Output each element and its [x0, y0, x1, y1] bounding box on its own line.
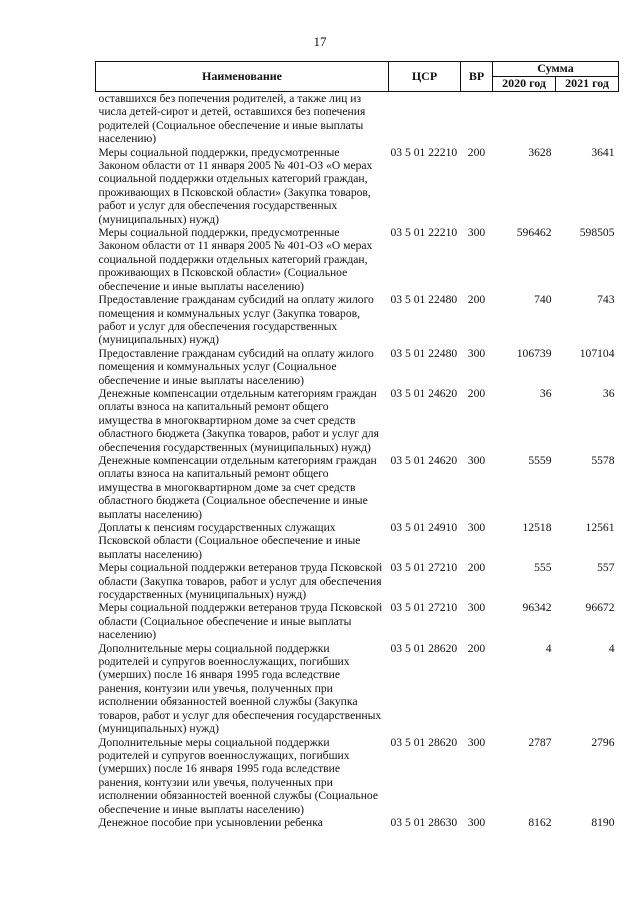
cell-name: Предоставление гражданам субсидий на оплату жилого помещения и коммунальных услуг (Закупка товаров, работ и услуг для обеспечения государственных (муниципальных) нужд)	[98, 293, 374, 347]
table-row	[96, 642, 619, 736]
table-body	[96, 92, 619, 830]
table-row	[96, 293, 619, 347]
cell-csr	[389, 92, 461, 146]
cell-sum-2020: 12518	[522, 521, 552, 534]
cell-csr: 03 5 01 27210	[390, 601, 458, 615]
cell-vr: 200	[467, 561, 486, 575]
cell-vr: 300	[467, 815, 486, 829]
cell-sum-2021: 96672	[585, 601, 615, 615]
header-vr: ВР	[461, 62, 493, 92]
cell-sum-2021: 743	[597, 293, 615, 307]
cell-sum-2020: 555	[534, 561, 552, 575]
table-row	[96, 454, 619, 521]
cell-vr: 300	[467, 226, 486, 240]
table-row	[96, 521, 619, 561]
table-row	[96, 226, 619, 293]
cell-vr: 300	[467, 453, 486, 467]
header-year-2020: 2020 год	[493, 77, 556, 92]
cell-name: Меры социальной поддержки, предусмотренные Законом области от 11 января 2005 № 401-ОЗ «О мерах социальной поддержки отдельных категорий граждан, проживающих в Псковской области» (Закупка товаров, работ и услуг для обеспечения государственных (муниципальных) нужд)	[98, 145, 373, 226]
cell-vr: 200	[467, 293, 486, 307]
cell-sum-2021: 12561	[585, 521, 615, 534]
cell-csr: 03 5 01 28630	[390, 815, 458, 829]
cell-name: Денежные компенсации отдельным категориям граждан оплаты взноса на капитальный ремонт общего имущества в многоквартирном доме за счет средств областного бюджета (Закупка товаров, работ и услуг для обеспечения государственных (муниципальных) нужд)	[98, 386, 379, 454]
cell-csr: 03 5 01 28620	[390, 735, 458, 749]
cell-sum-2020: 596462	[516, 226, 552, 240]
cell-vr: 300	[467, 346, 486, 360]
cell-name: Меры социальной поддержки ветеранов труда Псковской области (Социальное обеспечение и иные выплаты населению)	[98, 601, 383, 642]
budget-table	[95, 61, 619, 829]
cell-name: Денежные компенсации отдельным категориям граждан оплаты взноса на капитальный ремонт общего имущества в многоквартирном доме за счет средств областного бюджета (Социальное обеспечение и иные выплаты населению)	[98, 453, 377, 521]
cell-csr: 03 5 01 27210	[390, 561, 458, 575]
cell-vr: 300	[467, 601, 486, 615]
cell-csr: 03 5 01 22480	[390, 293, 458, 307]
cell-sum-2021: 36	[602, 386, 615, 400]
table-row	[96, 561, 619, 601]
cell-sum-2020: 96342	[522, 601, 552, 615]
cell-sum-2020: 8162	[528, 815, 552, 829]
cell-vr: 200	[467, 641, 486, 655]
cell-vr	[461, 92, 493, 146]
cell-vr: 200	[467, 386, 486, 400]
table-header	[96, 62, 619, 92]
cell-sum-2020	[493, 92, 556, 146]
cell-sum-2020: 106739	[516, 346, 552, 360]
cell-sum-2020: 5559	[528, 453, 552, 467]
cell-csr: 03 5 01 28620	[390, 641, 458, 655]
cell-csr: 03 5 01 24620	[390, 386, 458, 400]
page-number: 17	[313, 34, 327, 49]
table-row	[96, 92, 619, 146]
cell-name: Доплаты к пенсиям государственных служащих Псковской области (Социальное обеспечение и иные выплаты населению)	[98, 521, 361, 561]
cell-name: Предоставление гражданам субсидий на оплату жилого помещения и коммунальных услуг (Социальное обеспечение и иные выплаты населению)	[98, 346, 374, 387]
cell-sum-2020: 2787	[528, 735, 552, 749]
header-year-2021: 2021 год	[556, 77, 619, 92]
cell-sum-2021: 5578	[591, 453, 615, 467]
cell-sum-2020: 4	[545, 641, 552, 655]
cell-sum-2020: 740	[534, 293, 552, 307]
cell-vr: 300	[467, 521, 486, 534]
cell-vr: 200	[467, 145, 486, 159]
cell-csr: 03 5 01 24910	[390, 521, 458, 534]
cell-name: оставшихся без попечения родителей, а также лиц из числа детей-сирот и детей, оставшихся без попечения родителей (Социальное обеспечение и иные выплаты населению)	[98, 92, 366, 146]
cell-sum-2020: 36	[539, 386, 552, 400]
table-row	[96, 601, 619, 641]
cell-csr: 03 5 01 22480	[390, 346, 458, 360]
cell-sum-2021	[556, 92, 619, 146]
cell-csr: 03 5 01 22210	[390, 145, 458, 159]
header-sum: Сумма	[493, 62, 619, 77]
table-row	[96, 146, 619, 226]
cell-name: Дополнительные меры социальной поддержки родителей и супругов военнослужащих, погибших (умерших) после 16 января 1995 года вследствие ранения, контузии или увечья, полученных при исполнении обязанностей военной службы (Социальное обеспечение и иные выплаты населению)	[98, 735, 378, 816]
cell-vr: 300	[467, 735, 486, 749]
table-row	[96, 736, 619, 816]
cell-name: Меры социальной поддержки ветеранов труда Псковской области (Закупка товаров, работ и услуг для обеспечения государственных (муниципальных) нужд)	[98, 561, 383, 602]
cell-sum-2021: 4	[608, 641, 615, 655]
cell-sum-2021: 3641	[591, 145, 615, 159]
cell-sum-2021: 598505	[579, 226, 615, 240]
table-row	[96, 347, 619, 387]
cell-csr: 03 5 01 22210	[390, 226, 458, 240]
cell-sum-2021: 107104	[579, 346, 615, 360]
cell-sum-2021: 557	[597, 561, 615, 575]
cell-name: Денежное пособие при усыновлении ребенка	[98, 815, 323, 829]
cell-sum-2021: 2796	[591, 735, 615, 749]
cell-sum-2020: 3628	[528, 145, 552, 159]
table-row	[96, 816, 619, 829]
header-csr: ЦСР	[389, 62, 461, 92]
table-row	[96, 387, 619, 454]
cell-name: Дополнительные меры социальной поддержки родителей и супругов военнослужащих, погибших (умерших) после 16 января 1995 года вследствие ранения, контузии или увечья, полученных при исполнении обязанностей военной службы (Закупка товаров, работ и услуг для обеспечения государственных (муниципальных) нужд)	[98, 641, 382, 736]
cell-name: Меры социальной поддержки, предусмотренные Законом области от 11 января 2005 № 401-ОЗ «О мерах социальной поддержки отдельных категорий граждан, проживающих в Псковской области» (Социальное обеспечение и иные выплаты населению)	[98, 226, 373, 293]
cell-csr: 03 5 01 24620	[390, 453, 458, 467]
cell-sum-2021: 8190	[591, 815, 615, 829]
header-name: Наименование	[96, 62, 389, 92]
